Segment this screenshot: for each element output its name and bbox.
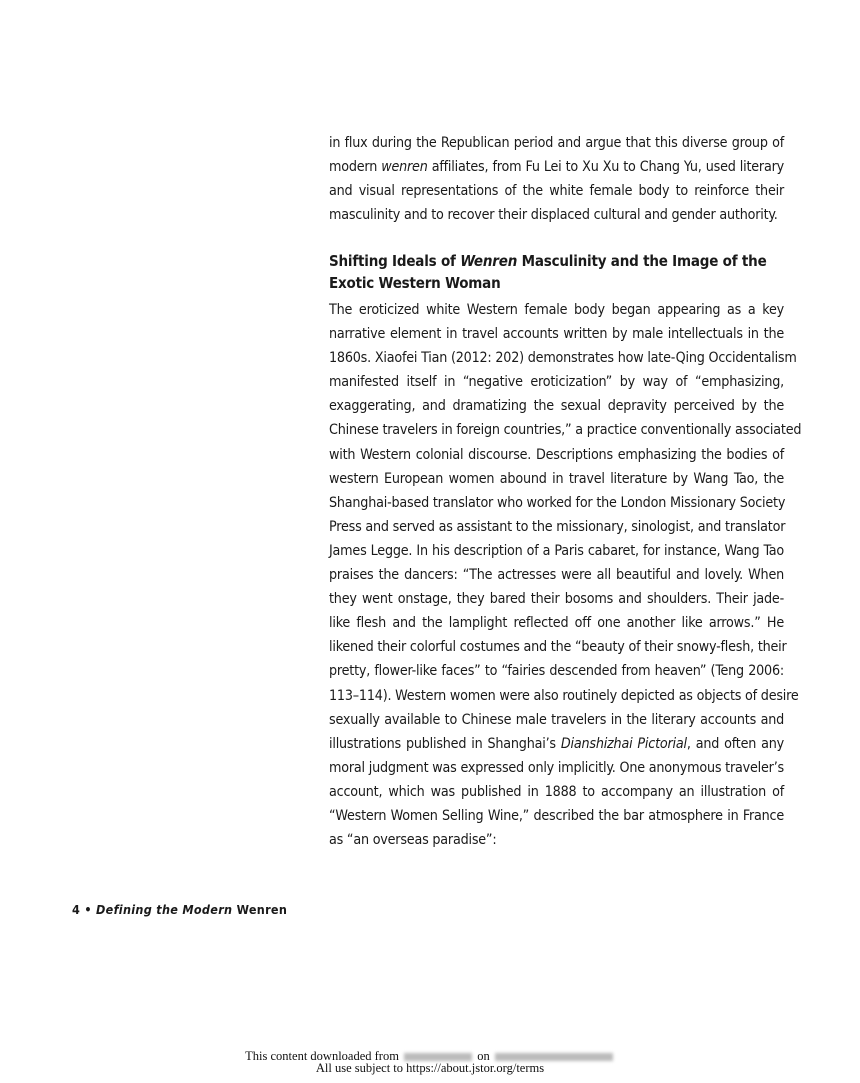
text-line bbox=[329, 804, 784, 828]
text-segment: masculinity and to recover their displaced cultural and gender authority. bbox=[329, 207, 778, 224]
text-segment: Chinese travelers in foreign countries,” a practice conventionally associated bbox=[329, 422, 802, 439]
text-line bbox=[329, 539, 784, 563]
text-segment: manifested itself in “negative eroticization” by way of “emphasizing, bbox=[329, 374, 784, 391]
text-segment: affiliates, from Fu Lei to Xu Xu to Chang Yu, used literary bbox=[427, 159, 784, 176]
text-segment: modern bbox=[329, 159, 382, 176]
text-segment: The eroticized white Western female body began appearing as a key bbox=[329, 302, 784, 318]
text-segment: Press and served as assistant to the missionary, sinologist, and translator bbox=[329, 518, 786, 535]
text-line bbox=[329, 828, 784, 852]
text-segment: with Western colonial discourse. Descriptions emphasizing the bodies of bbox=[329, 446, 784, 463]
text-line bbox=[329, 587, 784, 611]
text-segment: sexually available to Chinese male travelers in the literary accounts and bbox=[329, 711, 784, 728]
text-segment: likened their colorful costumes and the “beauty of their snowy-flesh, their bbox=[329, 639, 787, 656]
download-notice-on: on bbox=[477, 1049, 490, 1063]
text-segment: and visual representations of the white female body to reinforce their bbox=[329, 183, 784, 200]
body-paragraph bbox=[329, 298, 802, 852]
text-line bbox=[329, 467, 784, 491]
text-line bbox=[329, 346, 797, 370]
section-heading bbox=[329, 250, 784, 294]
text-segment: James Legge. In his description of a Paris cabaret, for instance, Wang Tao bbox=[329, 542, 784, 559]
text-line bbox=[329, 370, 784, 394]
text-line bbox=[329, 732, 784, 756]
text-line bbox=[329, 155, 784, 179]
text-line bbox=[329, 780, 784, 804]
text-line bbox=[329, 611, 784, 635]
heading-italic: Wenren bbox=[460, 252, 518, 270]
text-segment: praises the dancers: “The actresses were all beautiful and lovely. When bbox=[329, 567, 784, 584]
text-line bbox=[329, 684, 799, 708]
text-segment: Shanghai-based translator who worked for the London Missionary Society bbox=[329, 494, 786, 511]
text-line bbox=[329, 322, 784, 346]
text-segment: narrative element in travel accounts written by male intellectuals in the bbox=[329, 326, 784, 343]
text-line bbox=[329, 418, 802, 442]
text-line bbox=[329, 563, 784, 587]
text-segment: , and often any bbox=[686, 735, 784, 752]
text-segment: exaggerating, and dramatizing the sexual depravity perceived by the bbox=[329, 398, 784, 415]
text-line bbox=[329, 131, 784, 155]
text-segment: as “an overseas paradise”: bbox=[329, 832, 497, 849]
page-footer-folio bbox=[72, 902, 287, 917]
text-line bbox=[329, 443, 784, 467]
heading-line-2: Exotic Western Woman bbox=[329, 274, 501, 292]
page-number: 4 bbox=[72, 902, 81, 917]
text-line bbox=[329, 179, 784, 203]
text-line bbox=[329, 203, 784, 227]
download-notice: This content downloaded from bbox=[245, 1049, 399, 1063]
text-segment: pretty, flower-like faces” to “fairies descended from heaven” (Teng 2006: bbox=[329, 663, 784, 680]
running-title: Wenren bbox=[232, 902, 288, 917]
text-line bbox=[329, 394, 784, 418]
heading-text: Masculinity and the Image of the bbox=[517, 252, 767, 270]
running-title-italic: Defining the Modern bbox=[96, 902, 233, 917]
text-segment: moral judgment was expressed only implicitly. One anonymous traveler’s bbox=[329, 759, 784, 776]
text-line bbox=[329, 756, 784, 780]
text-line bbox=[329, 659, 784, 683]
bullet: • bbox=[80, 902, 97, 917]
italic-term: Dianshizhai Pictorial bbox=[560, 735, 687, 752]
text-line bbox=[329, 708, 784, 732]
redacted-ip bbox=[404, 1053, 472, 1061]
redacted-timestamp bbox=[495, 1053, 613, 1061]
italic-term: wenren bbox=[381, 159, 428, 176]
text-segment: western European women abound in travel literature by Wang Tao, the bbox=[329, 470, 784, 487]
terms-notice: All use subject to https://about.jstor.org/terms bbox=[315, 1061, 545, 1075]
text-segment: account, which was published in 1888 to accompany an illustration of bbox=[329, 783, 784, 800]
text-segment: “Western Women Selling Wine,” described the bar atmosphere in France bbox=[329, 807, 784, 824]
text-segment: they went onstage, they bared their bosoms and shoulders. Their jade- bbox=[329, 591, 784, 608]
text-segment: illustrations published in Shanghai’s bbox=[329, 735, 561, 752]
heading-text: Shifting Ideals of bbox=[329, 252, 461, 270]
text-line bbox=[329, 635, 787, 659]
text-segment: 1860s. Xiaofei Tian (2012: 202) demonstrates how late-Qing Occidentalism bbox=[329, 350, 797, 367]
text-segment: 113–114). Western women were also routinely depicted as objects of desire bbox=[329, 687, 799, 704]
text-segment: like flesh and the lamplight reflected off one another like arrows.” He bbox=[329, 615, 784, 632]
jstor-notice bbox=[0, 1050, 860, 1074]
text-line bbox=[329, 515, 784, 539]
text-segment: in flux during the Republican period and argue that this diverse group of bbox=[329, 135, 784, 151]
text-line bbox=[329, 491, 784, 515]
text-line bbox=[329, 298, 784, 322]
intro-paragraph bbox=[329, 131, 784, 227]
